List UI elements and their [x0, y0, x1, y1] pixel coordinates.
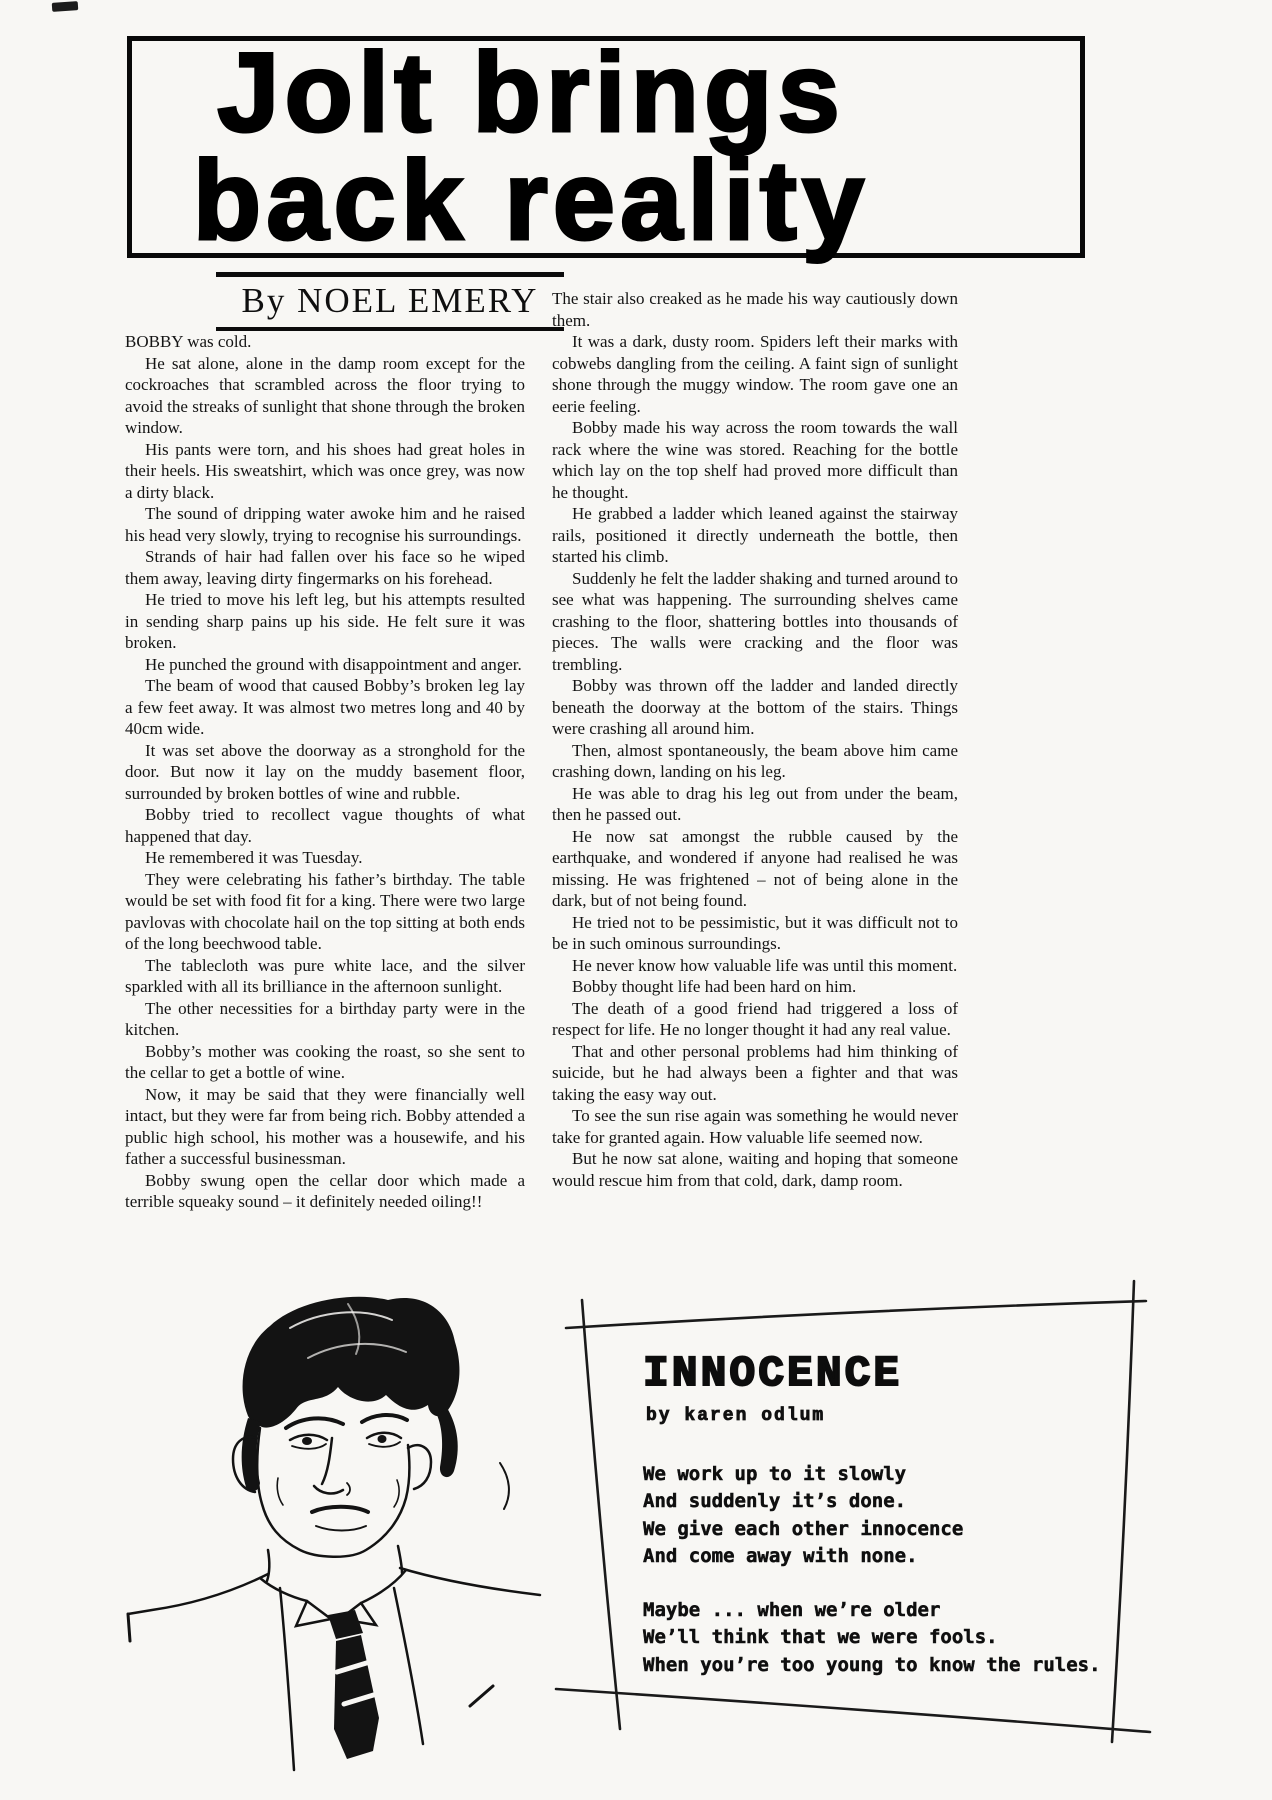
story-paragraph: He sat alone, alone in the damp room except for the cockroaches that scrambled across the floor trying to avoid the streaks of sunlight that shone through the broken window.: [125, 353, 525, 437]
byline-rule-box: [216, 272, 564, 331]
story-paragraph: They were celebrating his father’s birthday. The table would be set with food fit for a king. There were two large pavlovas with chocolate hail on the top sitting at both ends of the long beechwood table.: [125, 869, 525, 953]
story-paragraph: The sound of dripping water awoke him and he raised his head very slowly, trying to recognise his surroundings.: [125, 504, 525, 545]
headline-line-2: back reality: [192, 138, 870, 263]
story-paragraph: His pants were torn, and his shoes had great holes in their heels. His sweatshirt, which was once grey, was now a dirty black.: [125, 439, 525, 502]
story-paragraph: It was a dark, dusty room. Spiders left their marks with cobwebs dangling from the ceiling. A faint sign of sunlight shone through the muggy window. The room gave one an eerie feeling.: [552, 332, 958, 416]
poem-box-top-edge: [566, 1301, 1146, 1328]
story-paragraph: He grabbed a ladder which leaned against the stairway rails, positioned it directly underneath the bottle, then started his climb.: [552, 504, 958, 566]
story-paragraph: BOBBY was cold.: [125, 332, 252, 351]
story-paragraph: Bobby thought life had been hard on him.: [572, 977, 857, 996]
poem-title: INNOCENCE: [643, 1349, 903, 1398]
headline-line-1: Jolt brings: [217, 30, 845, 156]
story-paragraph: To see the sun rise again was something he would never take for granted again. How valuable life seemed now.: [552, 1106, 958, 1147]
story-paragraph: The stair also creaked as he made his way cautiously down them.: [552, 289, 958, 330]
headline-box: [127, 30, 1085, 263]
story-paragraph: He was able to drag his leg out from under the beam, then he passed out.: [552, 783, 958, 824]
story-paragraph: The beam of wood that caused Bobby’s broken leg lay a few feet away. It was almost two metres long and 40 by 40cm wide.: [125, 676, 525, 738]
story-paragraph: He punched the ground with disappointment and anger.: [145, 654, 522, 674]
story-paragraph: He now sat amongst the rubble caused by the earthquake, and wondered if anyone had realised he was missing. He was frightened – not of being alone in the dark, but of not being found.: [552, 826, 958, 910]
poem-stanza-1: We work up to it slowly And suddenly it’s done. We give each other innocence And come away with none.: [643, 1463, 964, 1568]
story-paragraph: He tried to move his left leg, but his attempts resulted in sending sharp pains up his side. He felt sure it was broken.: [125, 590, 525, 652]
story-column-right: [552, 288, 958, 1191]
story-paragraph: The death of a good friend had triggered a loss of respect for life. He no longer thought it had any real value.: [552, 998, 958, 1039]
poem-box-right-edge: [1112, 1281, 1134, 1742]
story-paragraph: Bobby tried to recollect vague thoughts of what happened that day.: [125, 805, 525, 846]
story-paragraph: The tablecloth was pure white lace, and the silver sparkled with all its brilliance in the afternoon sunlight.: [125, 955, 525, 996]
byline: By NOEL EMERY: [241, 281, 539, 320]
story-paragraph: The other necessities for a birthday party were in the kitchen.: [125, 998, 525, 1039]
poem-stanza-2: Maybe ... when we’re older We’ll think that we were fools. When you’re too young to know the rules.: [643, 1599, 1101, 1676]
story-column-left: [125, 331, 525, 1213]
story-paragraph: Strands of hair had fallen over his face so he wiped them away, leaving dirty fingermarks on his forehead.: [125, 547, 525, 588]
story-paragraph: Then, almost spontaneously, the beam above him came crashing down, landing on his leg.: [552, 740, 958, 781]
story-paragraph: He never know how valuable life was until this moment.: [572, 955, 958, 975]
story-paragraph: Suddenly he felt the ladder shaking and turned around to see what was happening. The surrounding shelves came crashing to the floor, shattering bottles into thousands of pieces. The walls were cracking and the floor was trembling.: [552, 568, 958, 674]
story-paragraph: He tried not to be pessimistic, but it was difficult not to be in such ominous surroundings.: [552, 912, 958, 953]
story-paragraph: Bobby made his way across the room towards the wall rack where the wine was stored. Reaching for the bottle which lay on the top shelf had proved more difficult than he thought.: [552, 418, 958, 502]
story-paragraph: Now, it may be said that they were financially well intact, but they were far from being rich. Bobby attended a public high school, his mother was a housewife, and his father a successful businessman.: [125, 1084, 525, 1168]
scan-artifact: [52, 1, 79, 12]
story-paragraph: Bobby was thrown off the ladder and landed directly beneath the doorway at the bottom of the stairs. Things were crashing all around him.: [552, 676, 958, 738]
story-paragraph: But he now sat alone, waiting and hoping that someone would rescue him from that cold, dark, damp room.: [552, 1149, 958, 1190]
story-paragraph: He remembered it was Tuesday.: [145, 848, 363, 867]
hair: [243, 1297, 460, 1428]
story-paragraph: That and other personal problems had him thinking of suicide, but he had always been a fighter and that was taking the easy way out.: [552, 1041, 958, 1104]
portrait-sketch: [110, 1288, 550, 1798]
poem-box-left-edge: [582, 1300, 620, 1729]
story-paragraph: Bobby swung open the cellar door which made a terrible squeaky sound – it definitely needed oiling!!: [125, 1170, 525, 1211]
poem-box-bottom-edge: [556, 1689, 1150, 1732]
story-paragraph: Bobby’s mother was cooking the roast, so she sent to the cellar to get a bottle of wine.: [125, 1041, 525, 1082]
poem-byline: by karen odlum: [646, 1406, 826, 1426]
story-paragraph: It was set above the doorway as a stronghold for the door. But now it lay on the muddy basement floor, surrounded by broken bottles of wine and rubble.: [125, 740, 525, 803]
